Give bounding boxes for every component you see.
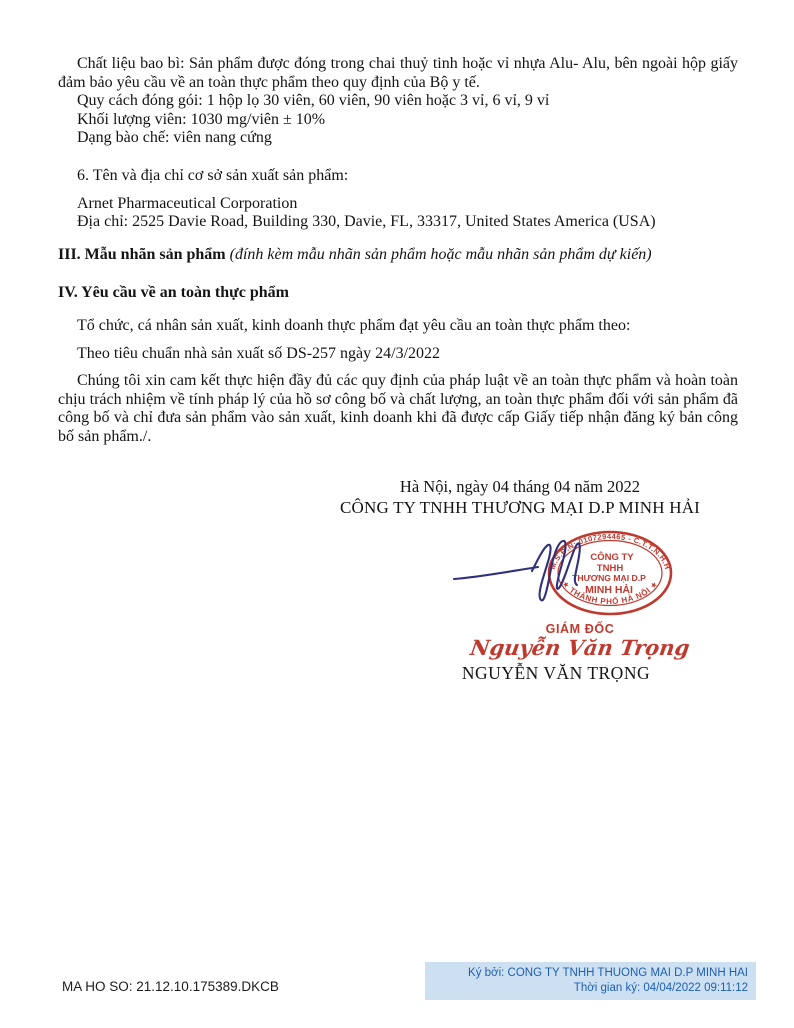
requirement-intro: Tổ chức, cá nhân sản xuất, kinh doanh thực phẩm đạt yêu cầu an toàn thực phẩm theo: <box>77 316 631 334</box>
document-body <box>58 55 738 447</box>
file-code: MA HO SO: 21.12.10.175389.DKCB <box>62 979 279 994</box>
section-4-heading: IV. Yêu cầu về an toàn thực phẩm <box>58 284 289 302</box>
section-3-heading-line <box>58 246 738 265</box>
requirement-standard: Theo tiêu chuẩn nhà sản xuất số DS-257 ngày 24/3/2022 <box>77 344 441 362</box>
manufacturer-name: Arnet Pharmaceutical Corporation <box>77 194 298 212</box>
digital-signature-box <box>425 962 756 1000</box>
manufacturer-address: Địa chỉ: 2525 Davie Road, Building 330, Davie, FL, 33317, United States America (USA) <box>77 213 656 231</box>
signature-tail-stroke <box>454 567 538 579</box>
manufacturer-block <box>58 195 738 232</box>
signer-name: NGUYỄN VĂN TRỌNG <box>461 663 651 683</box>
signature-header-block <box>270 476 770 518</box>
company-name-line: CÔNG TY TNHH THƯƠNG MẠI D.P MINH HẢI <box>339 498 701 517</box>
stamp-center-line4: MINH HẢI <box>585 584 633 596</box>
stamp-center-line1: CÔNG TY <box>590 552 634 563</box>
section-3-heading: III. Mẫu nhãn sản phẩm <box>58 245 226 263</box>
place-date-line: Hà Nội, ngày 04 tháng 04 năm 2022 <box>399 477 641 496</box>
paragraph-tablet-weight: Khối lượng viên: 1030 mg/viên ± 10% <box>77 110 326 128</box>
signer-script-signature: Nguyễn Văn Trọng <box>468 635 692 660</box>
commitment-paragraph: Chúng tôi xin cam kết thực hiện đầy đủ các quy định của pháp luật về an toàn thực phẩm và hoàn toàn chịu trách nhiệm về tính pháp lý của hồ sơ công bố và chất lượng, an toàn thực phẩm đối với sản phẩm đã công bố và chỉ đưa sản phẩm vào sản xuất, kinh doanh khi đã được cấp Giấy tiếp nhận đăng ký bản công bố sản phẩm./. <box>58 372 738 445</box>
stamp-center-line3: THƯƠNG MẠI D.P <box>572 573 646 583</box>
director-title: GIÁM ĐỐC <box>545 622 615 636</box>
section-6-title: 6. Tên và địa chỉ cơ sở sản xuất sản phẩm: <box>77 166 349 184</box>
stamp-center-line2: TNHH <box>596 563 624 574</box>
stamp-ring-bottom-text: ★ THÀNH PHỐ HÀ NỘI ★ <box>560 578 660 607</box>
digital-signature-signed-by: Ký bởi: CONG TY TNHH THUONG MAI D.P MINH HAI <box>468 967 748 979</box>
stamp-ring-top-text: M.S.Đ.N: 0107294465 - C.T.T.N.H.H <box>547 531 673 571</box>
paragraph-dosage-form: Dạng bào chế: viên nang cứng <box>77 129 272 147</box>
signature-flourish-stroke <box>532 541 580 601</box>
paragraph-packing-spec: Quy cách đóng gói: 1 hộp lọ 30 viên, 60 viên, 90 viên hoặc 3 vỉ, 6 vỉ, 9 vỉ <box>77 92 550 110</box>
paragraph-packaging-material: Chất liệu bao bì: Sản phẩm được đóng trong chai thuỷ tinh hoặc vỉ nhựa Alu- Alu, bên ngoài hộp giấy đảm bảo yêu cầu về an toàn thực phẩm theo quy định của Bộ y tế. <box>58 55 738 91</box>
section-3-note: (đính kèm mẫu nhãn sản phẩm hoặc mẫu nhãn sản phẩm dự kiến) <box>225 245 652 263</box>
digital-signature-signed-time: Thời gian ký: 04/04/2022 09:11:12 <box>573 982 748 994</box>
handwritten-signature <box>450 534 595 608</box>
